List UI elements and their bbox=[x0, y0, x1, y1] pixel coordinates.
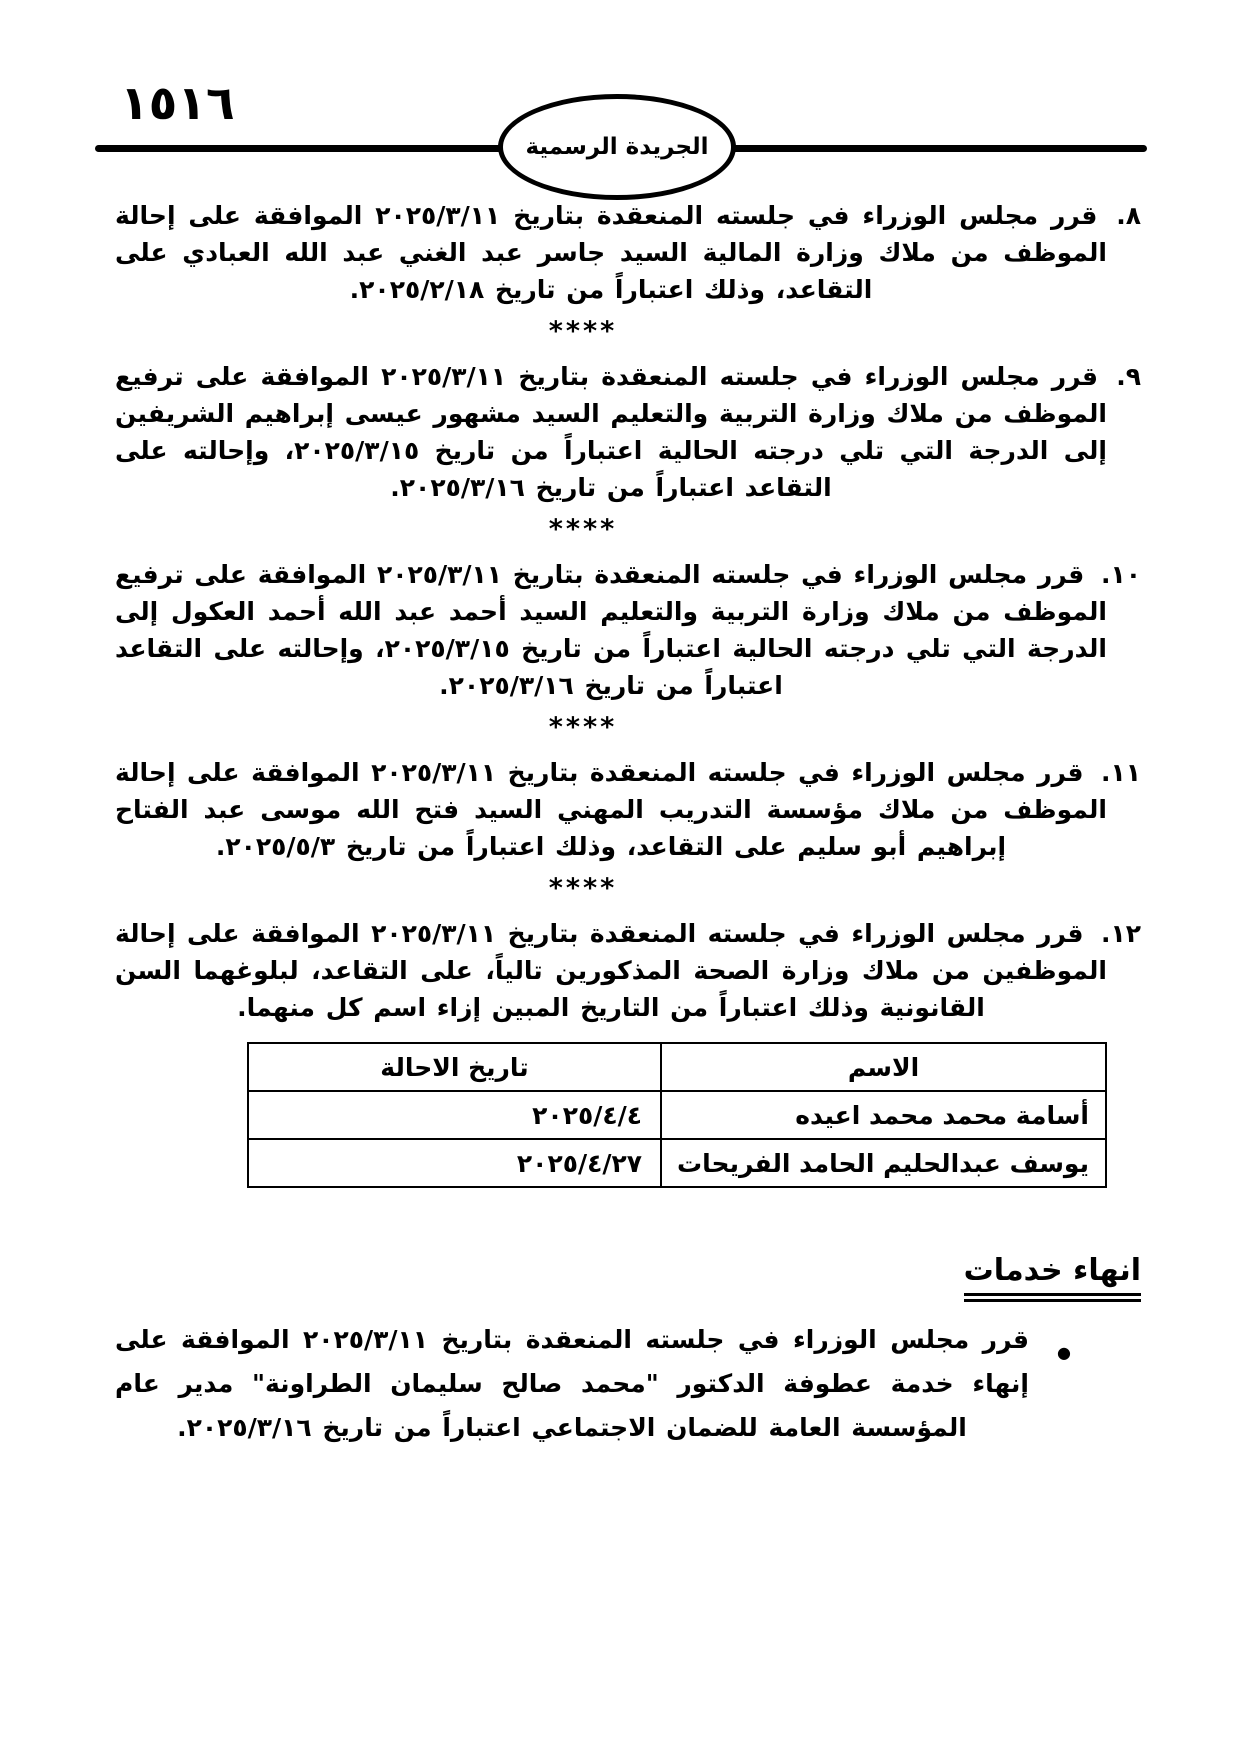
decision-paragraph-9 bbox=[115, 358, 1141, 506]
employee-name: أسامة محمد محمد اعيده bbox=[661, 1091, 1106, 1139]
bullet-icon: ● bbox=[1057, 1343, 1071, 1362]
page-number: ١٥١٦ bbox=[120, 76, 235, 131]
employee-name: يوسف عبدالحليم الحامد الفريحات bbox=[661, 1139, 1106, 1187]
decision-number: ٩. bbox=[1116, 362, 1141, 391]
decision-paragraph-11 bbox=[115, 754, 1141, 865]
section-title-text: انهاء خدمات bbox=[964, 1254, 1141, 1302]
decision-paragraph-8 bbox=[115, 197, 1141, 308]
decision-text: قرر مجلس الوزراء في جلسته المنعقدة بتاريخ ٢٠٢٥/٣/١١ الموافقة على إحالة الموظف من ملاك وزارة المالية السيد جاسر عبد الغني عبد الله العبادي على التقاعد، وذلك اعتباراً من تاريخ ٢٠٢٥/٢/١٨. bbox=[115, 201, 1107, 304]
stars-separator: **** bbox=[548, 873, 618, 904]
bullet-paragraph bbox=[115, 1318, 1141, 1450]
column-header-name: الاسم bbox=[661, 1043, 1106, 1091]
decision-number: ١١. bbox=[1100, 758, 1141, 787]
decision-text: قرر مجلس الوزراء في جلسته المنعقدة بتاريخ ٢٠٢٥/٣/١١ الموافقة على ترفيع الموظف من ملاك وزارة التربية والتعليم السيد أحمد عبد الله أحمد العكول إلى الدرجة التي تلي درجته الحالية اعتباراً من تاريخ ٢٠٢٥/٣/١٥، وإحالته على التقاعد اعتباراً من تاريخ ٢٠٢٥/٣/١٦. bbox=[115, 560, 1107, 700]
gazette-banner-oval bbox=[498, 94, 736, 200]
decision-text: قرر مجلس الوزراء في جلسته المنعقدة بتاريخ ٢٠٢٥/٣/١١ الموافقة على إحالة الموظف من ملاك مؤسسة التدريب المهني السيد فتح الله موسى عبد الفتاح إبراهيم أبو سليم على التقاعد، وذلك اعتباراً من تاريخ ٢٠٢٥/٥/٣. bbox=[115, 758, 1107, 861]
decision-text: قرر مجلس الوزراء في جلسته المنعقدة بتاريخ ٢٠٢٥/٣/١١ الموافقة على إحالة الموظفين من ملاك وزارة الصحة المذكورين تالياً، على التقاعد، لبلوغهما السن القانونية وذلك اعتباراً من التاريخ المبين إزاء اسم كل منهما. bbox=[115, 919, 1107, 1022]
decision-number: ١٢. bbox=[1100, 919, 1141, 948]
decision-text: قرر مجلس الوزراء في جلسته المنعقدة بتاريخ ٢٠٢٥/٣/١١ الموافقة على ترفيع الموظف من ملاك وزارة التربية والتعليم السيد مشهور عيسى إبراهيم الشريفين إلى الدرجة التي تلي درجته الحالية اعتباراً من تاريخ ٢٠٢٥/٣/١٥، وإحالته على التقاعد اعتباراً من تاريخ ٢٠٢٥/٣/١٦. bbox=[115, 362, 1107, 502]
column-header-date: تاريخ الاحالة bbox=[248, 1043, 661, 1091]
decision-paragraph-12 bbox=[115, 915, 1141, 1026]
stars-separator: **** bbox=[548, 514, 618, 545]
decision-number: ٨. bbox=[1116, 201, 1141, 230]
table-row bbox=[248, 1091, 1106, 1139]
table-header-row bbox=[248, 1043, 1106, 1091]
bullet-paragraph-text: قرر مجلس الوزراء في جلسته المنعقدة بتاريخ ٢٠٢٥/٣/١١ الموافقة على إنهاء خدمة عطوفة الدكتور "محمد صالح سليمان الطراونة" مدير عام المؤسسة العامة للضمان الاجتماعي اعتباراً من تاريخ ٢٠٢٥/٣/١٦. bbox=[115, 1325, 1029, 1442]
page-content bbox=[115, 197, 1141, 1450]
gazette-banner-title: الجريدة الرسمية bbox=[525, 134, 709, 160]
decision-paragraph-10 bbox=[115, 556, 1141, 704]
referral-date: ٢٠٢٥/٤/٤ bbox=[248, 1091, 661, 1139]
referral-table bbox=[247, 1042, 1107, 1188]
stars-separator: **** bbox=[548, 712, 618, 743]
stars-separator: **** bbox=[548, 316, 618, 347]
section-title bbox=[115, 1254, 1141, 1302]
referral-date: ٢٠٢٥/٤/٢٧ bbox=[248, 1139, 661, 1187]
table-row bbox=[248, 1139, 1106, 1187]
decision-number: ١٠. bbox=[1100, 560, 1141, 589]
